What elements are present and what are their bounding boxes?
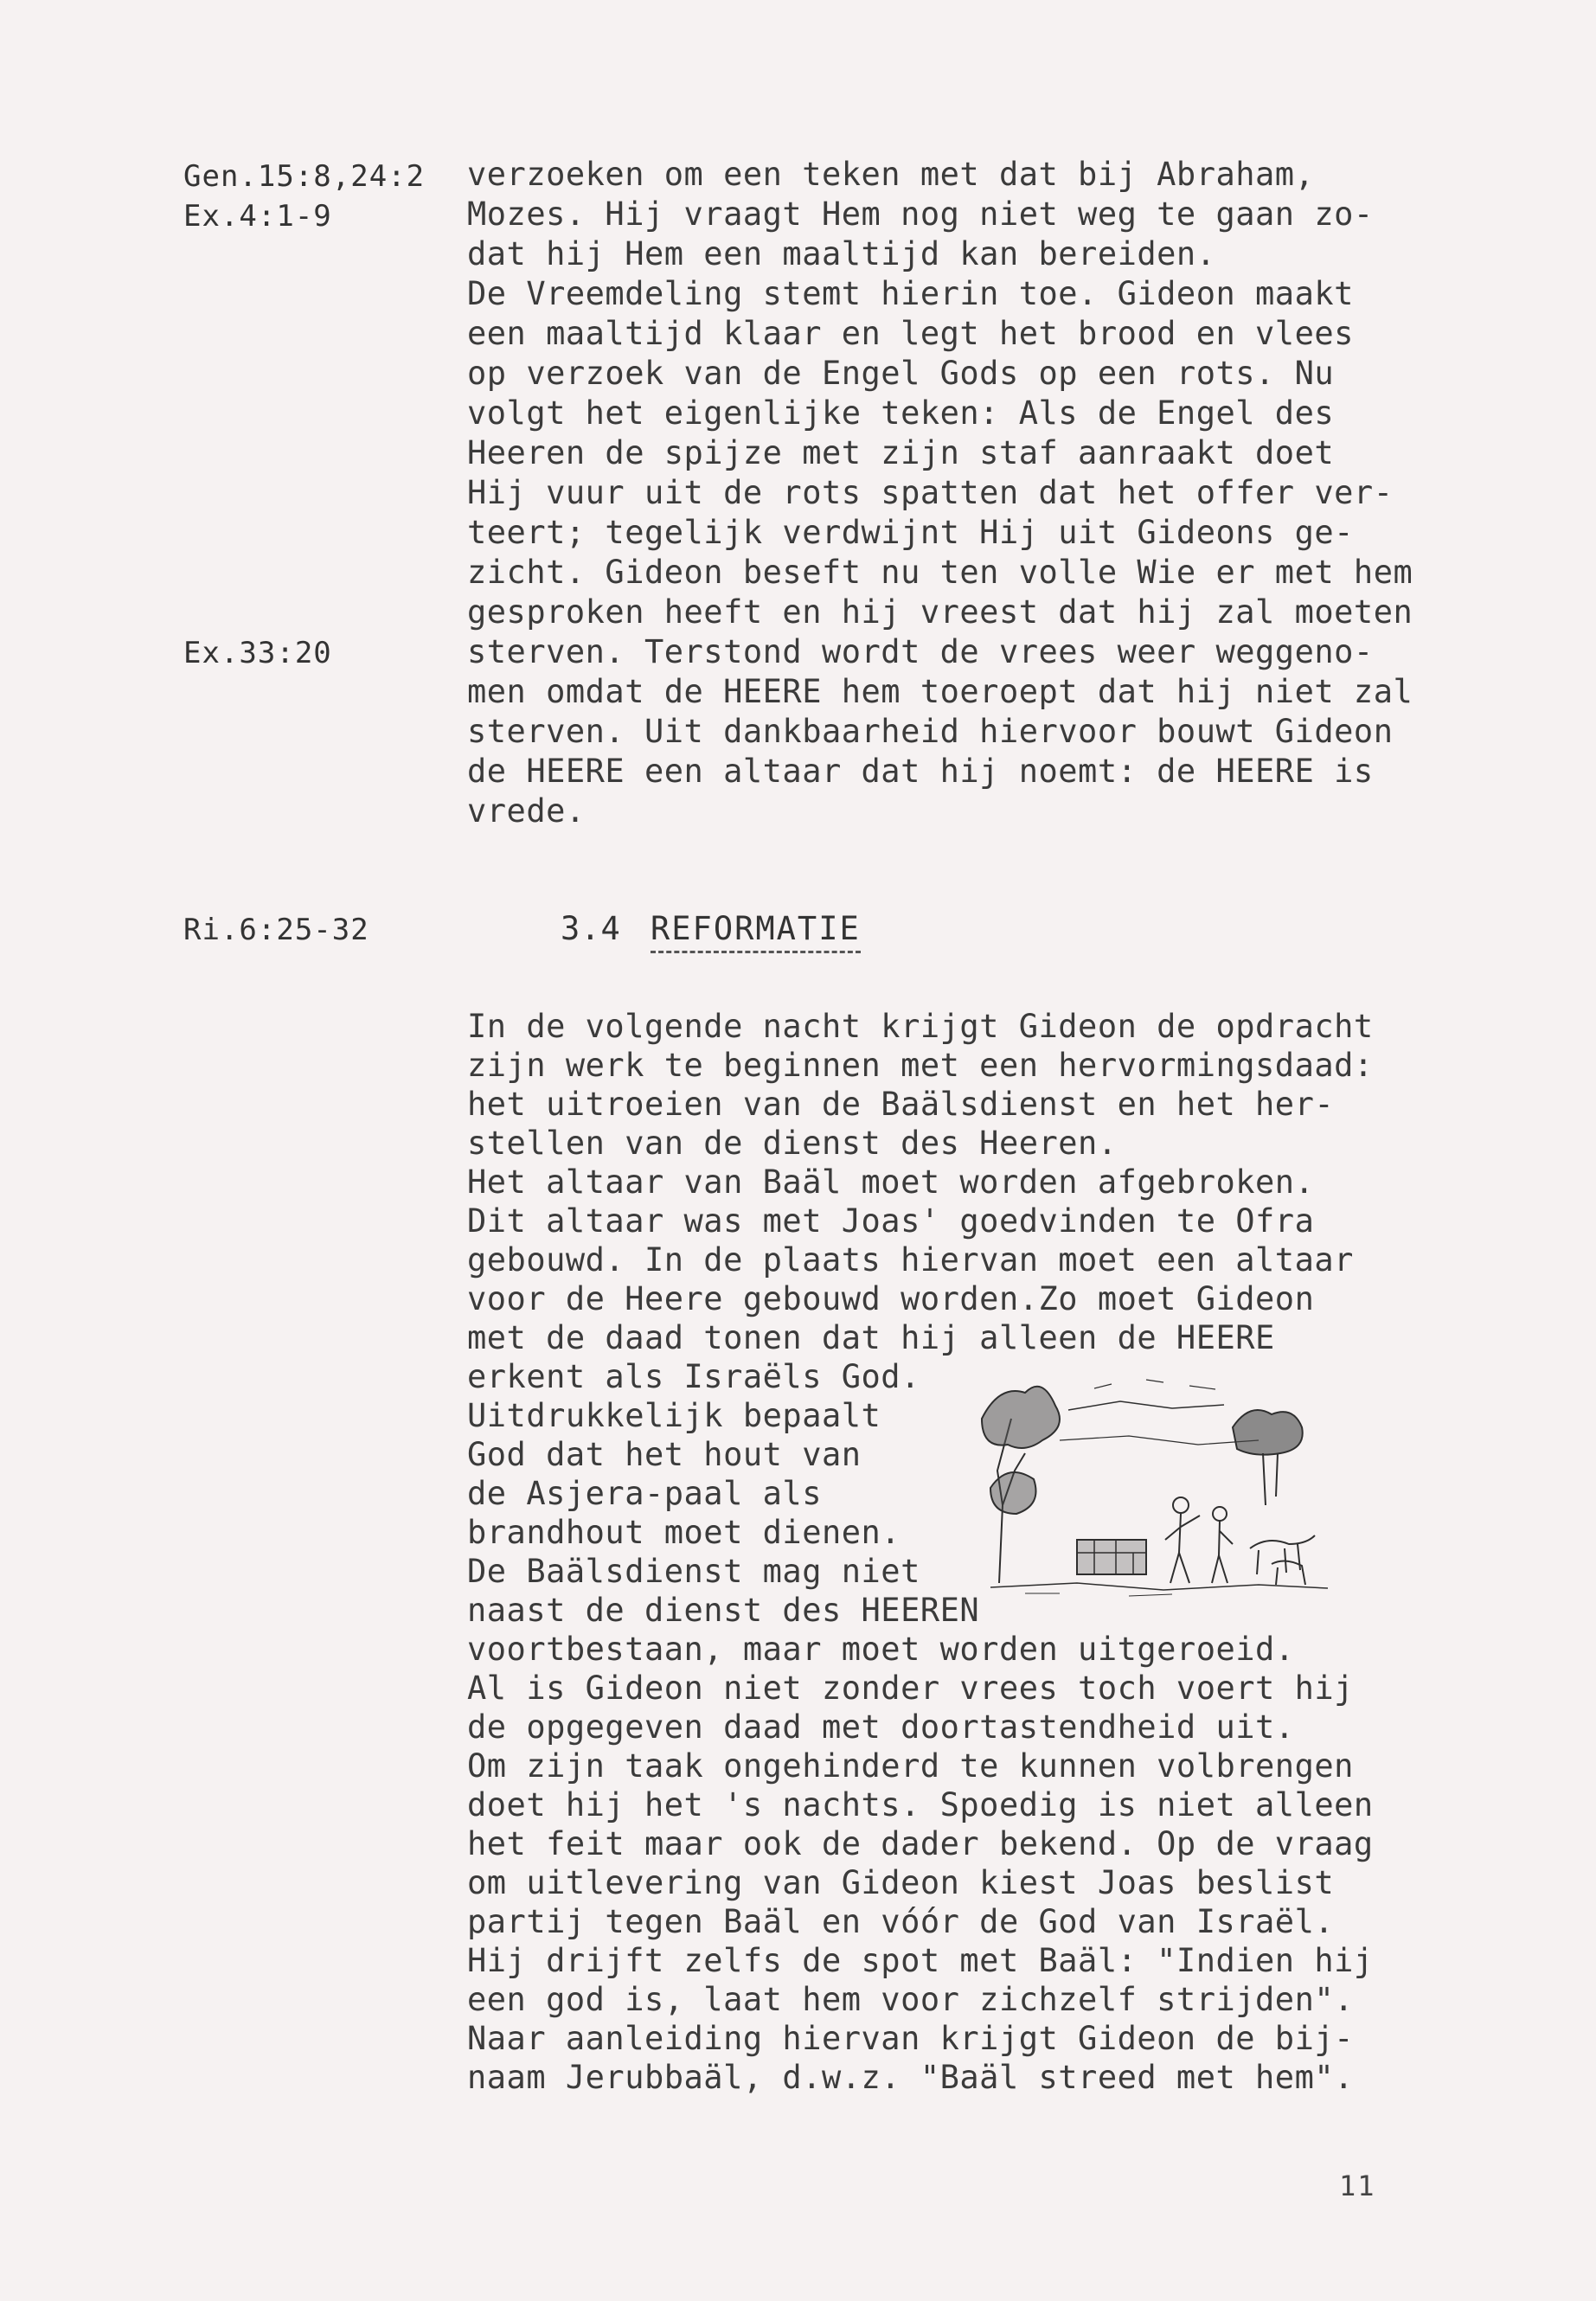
- body-line: teert; tegelijk verdwijnt Hij uit Gideons ge-: [467, 514, 1354, 551]
- body-line: om uitlevering van Gideon kiest Joas beslist: [467, 1864, 1335, 1901]
- page-number: 11: [1339, 2170, 1376, 2202]
- body-line: stellen van de dienst des Heeren.: [467, 1125, 1118, 1162]
- body-line: Naar aanleiding hiervan krijgt Gideon de bij-: [467, 2020, 1354, 2057]
- body-line: de Asjera-paal als: [467, 1475, 822, 1512]
- body-line: een maaltijd klaar en legt het brood en vlees: [467, 315, 1354, 352]
- body-line: vrede.: [467, 792, 586, 830]
- body-line: zijn werk te beginnen met een hervormingsdaad:: [467, 1047, 1374, 1084]
- body-line: Al is Gideon niet zonder vrees toch voert hij: [467, 1670, 1354, 1707]
- body-line: het feit maar ook de dader bekend. Op de vraag: [467, 1825, 1374, 1862]
- section-number: 3.4: [561, 910, 621, 947]
- body-line: Mozes. Hij vraagt Hem nog niet weg te gaan zo-: [467, 195, 1374, 233]
- body-line: verzoeken om een teken met dat bij Abraham,: [467, 156, 1315, 193]
- body-line: Hij vuur uit de rots spatten dat het offer ver-: [467, 474, 1394, 511]
- body-line: erkent als Israëls God.: [467, 1358, 920, 1395]
- body-line: De Vreemdeling stemt hierin toe. Gideon maakt: [467, 275, 1354, 312]
- margin-reference: Ex.33:20: [183, 636, 332, 670]
- margin-reference: Ex.4:1-9: [183, 199, 332, 234]
- altar-scene-illustration: [973, 1367, 1336, 1605]
- body-line: de HEERE een altaar dat hij noemt: de HEERE is: [467, 753, 1374, 790]
- body-line: Uitdrukkelijk bepaalt: [467, 1397, 881, 1434]
- body-line: volgt het eigenlijke teken: Als de Engel des: [467, 394, 1335, 432]
- body-line: brandhout moet dienen.: [467, 1514, 901, 1551]
- body-line: sterven. Uit dankbaarheid hiervoor bouwt Gideon: [467, 713, 1394, 750]
- body-line: op verzoek van de Engel Gods op een rots. Nu: [467, 355, 1335, 392]
- body-line: het uitroeien van de Baälsdienst en het her-: [467, 1086, 1335, 1123]
- margin-reference: Ri.6:25-32: [183, 913, 369, 947]
- body-line: dat hij Hem een maaltijd kan bereiden.: [467, 235, 1216, 272]
- body-line: In de volgende nacht krijgt Gideon de opdracht: [467, 1008, 1374, 1045]
- body-line: voor de Heere gebouwd worden.Zo moet Gideon: [467, 1280, 1315, 1317]
- body-line: met de daad tonen dat hij alleen de HEERE: [467, 1319, 1275, 1356]
- body-line: naam Jerubbaäl, d.w.z. "Baäl streed met hem".: [467, 2059, 1354, 2096]
- body-line: God dat het hout van: [467, 1436, 862, 1473]
- body-line: men omdat de HEERE hem toeroept dat hij niet zal: [467, 673, 1413, 710]
- body-line: zicht. Gideon beseft nu ten volle Wie er met hem: [467, 554, 1413, 591]
- margin-reference: Gen.15:8,24:2: [183, 159, 426, 194]
- body-line: voortbestaan, maar moet worden uitgeroeid.: [467, 1631, 1295, 1668]
- body-line: Hij drijft zelfs de spot met Baäl: "Indien hij: [467, 1942, 1374, 1979]
- body-line: een god is, laat hem voor zichzelf strijden".: [467, 1981, 1354, 2018]
- body-line: Om zijn taak ongehinderd te kunnen volbrengen: [467, 1747, 1354, 1785]
- body-line: Het altaar van Baäl moet worden afgebroken.: [467, 1163, 1315, 1201]
- body-line: de opgegeven daad met doortastendheid uit.: [467, 1708, 1295, 1746]
- body-line: naast de dienst des HEEREN: [467, 1592, 980, 1629]
- body-line: Heeren de spijze met zijn staf aanraakt doet: [467, 434, 1335, 471]
- body-line: doet hij het 's nachts. Spoedig is niet alleen: [467, 1786, 1374, 1823]
- body-line: sterven. Terstond wordt de vrees weer weggeno-: [467, 633, 1374, 670]
- section-title: REFORMATIE: [651, 910, 861, 953]
- body-line: partij tegen Baäl en vóór de God van Israël.: [467, 1903, 1335, 1940]
- body-line: gebouwd. In de plaats hiervan moet een altaar: [467, 1241, 1354, 1279]
- body-line: Dit altaar was met Joas' goedvinden te Ofra: [467, 1202, 1315, 1240]
- body-line: gesproken heeft en hij vreest dat hij zal moeten: [467, 593, 1413, 631]
- body-line: De Baälsdienst mag niet: [467, 1553, 920, 1590]
